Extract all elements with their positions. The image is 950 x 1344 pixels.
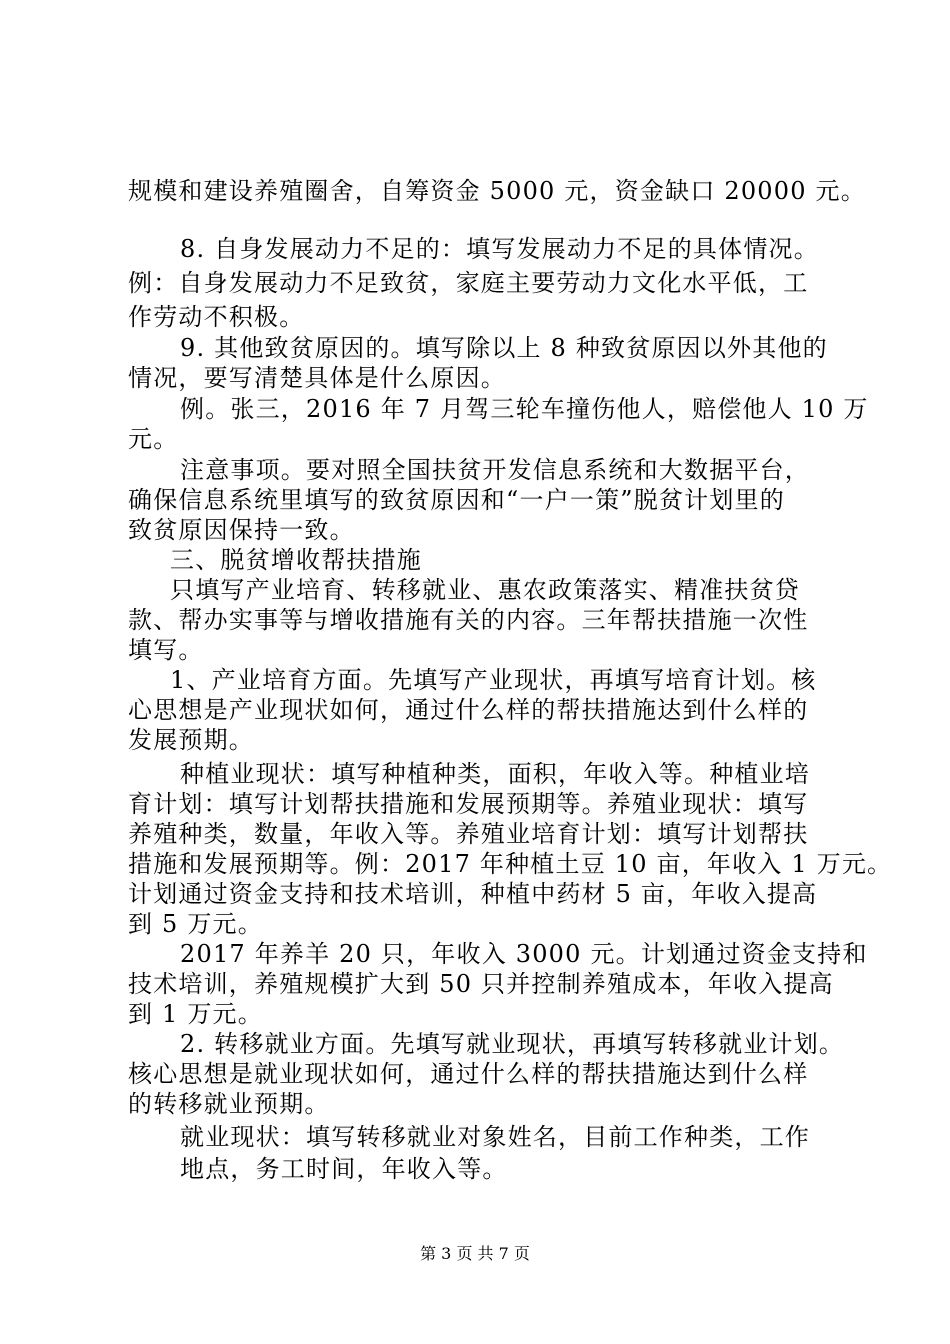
paragraph-line: 种植业现状：填写种植种类，面积，年收入等。种植业培 bbox=[180, 760, 810, 788]
paragraph-line: 确保信息系统里填写的致贫原因和“一户一策”脱贫计划里的 bbox=[128, 486, 785, 514]
paragraph-line: 养殖种类，数量，年收入等。养殖业培育计划：填写计划帮扶 bbox=[128, 820, 809, 848]
paragraph-line: 地点，务工时间，年收入等。 bbox=[180, 1155, 508, 1183]
paragraph-line: 育计划：填写计划帮扶措施和发展预期等。养殖业现状：填写 bbox=[128, 790, 809, 818]
paragraph-line: 到 1 万元。 bbox=[128, 1000, 263, 1028]
paragraph-line: 技术培训，养殖规模扩大到 50 只并控制养殖成本，年收入提高 bbox=[128, 970, 834, 998]
paragraph-line: 9. 其他致贫原因的。填写除以上 8 种致贫原因以外其他的 bbox=[180, 334, 828, 362]
paragraph-line: 例。张三，2016 年 7 月驾三轮车撞伤他人，赔偿他人 10 万 bbox=[180, 395, 869, 423]
page-footer: 第 3 页 共 7 页 bbox=[420, 1244, 530, 1263]
paragraph-line: 核心思想是就业现状如何，通过什么样的帮扶措施达到什么样 bbox=[128, 1060, 809, 1088]
paragraph-line: 只填写产业培育、转移就业、惠农政策落实、精准扶贫贷 bbox=[170, 576, 800, 604]
paragraph-line: 措施和发展预期等。例：2017 年种植土豆 10 亩，年收入 1 万元。 bbox=[128, 850, 893, 878]
paragraph-line: 8. 自身发展动力不足的：填写发展动力不足的具体情况。 bbox=[180, 235, 819, 263]
section-heading: 三、脱贫增收帮扶措施 bbox=[170, 546, 422, 574]
paragraph-line: 致贫原因保持一致。 bbox=[128, 516, 355, 544]
paragraph-line: 元。 bbox=[128, 425, 179, 453]
paragraph-line: 的转移就业预期。 bbox=[128, 1090, 330, 1118]
paragraph-line: 规模和建设养殖圈舍，自筹资金 5000 元，资金缺口 20000 元。 bbox=[128, 177, 866, 205]
paragraph-line: 2017 年养羊 20 只，年收入 3000 元。计划通过资金支持和 bbox=[180, 940, 868, 968]
paragraph-line: 就业现状：填写转移就业对象姓名，目前工作种类，工作 bbox=[180, 1123, 810, 1151]
paragraph-line: 计划通过资金支持和技术培训，种植中药材 5 亩，年收入提高 bbox=[128, 880, 818, 908]
paragraph-line: 心思想是产业现状如何，通过什么样的帮扶措施达到什么样的 bbox=[128, 696, 809, 724]
paragraph-line: 注意事项。要对照全国扶贫开发信息系统和大数据平台， bbox=[180, 456, 810, 484]
paragraph-line: 情况，要写清楚具体是什么原因。 bbox=[128, 364, 506, 392]
paragraph-line: 填写。 bbox=[128, 636, 204, 664]
paragraph-line: 款、帮办实事等与增收措施有关的内容。三年帮扶措施一次性 bbox=[128, 606, 809, 634]
paragraph-line: 例：自身发展动力不足致贫，家庭主要劳动力文化水平低，工 bbox=[128, 269, 809, 297]
paragraph-line: 2. 转移就业方面。先填写就业现状，再填写转移就业计划。 bbox=[180, 1030, 845, 1058]
paragraph-line: 到 5 万元。 bbox=[128, 910, 263, 938]
paragraph-line: 作劳动不积极。 bbox=[128, 303, 305, 331]
paragraph-line: 发展预期。 bbox=[128, 726, 254, 754]
paragraph-line: 1、产业培育方面。先填写产业现状，再填写培育计划。核 bbox=[170, 666, 817, 694]
